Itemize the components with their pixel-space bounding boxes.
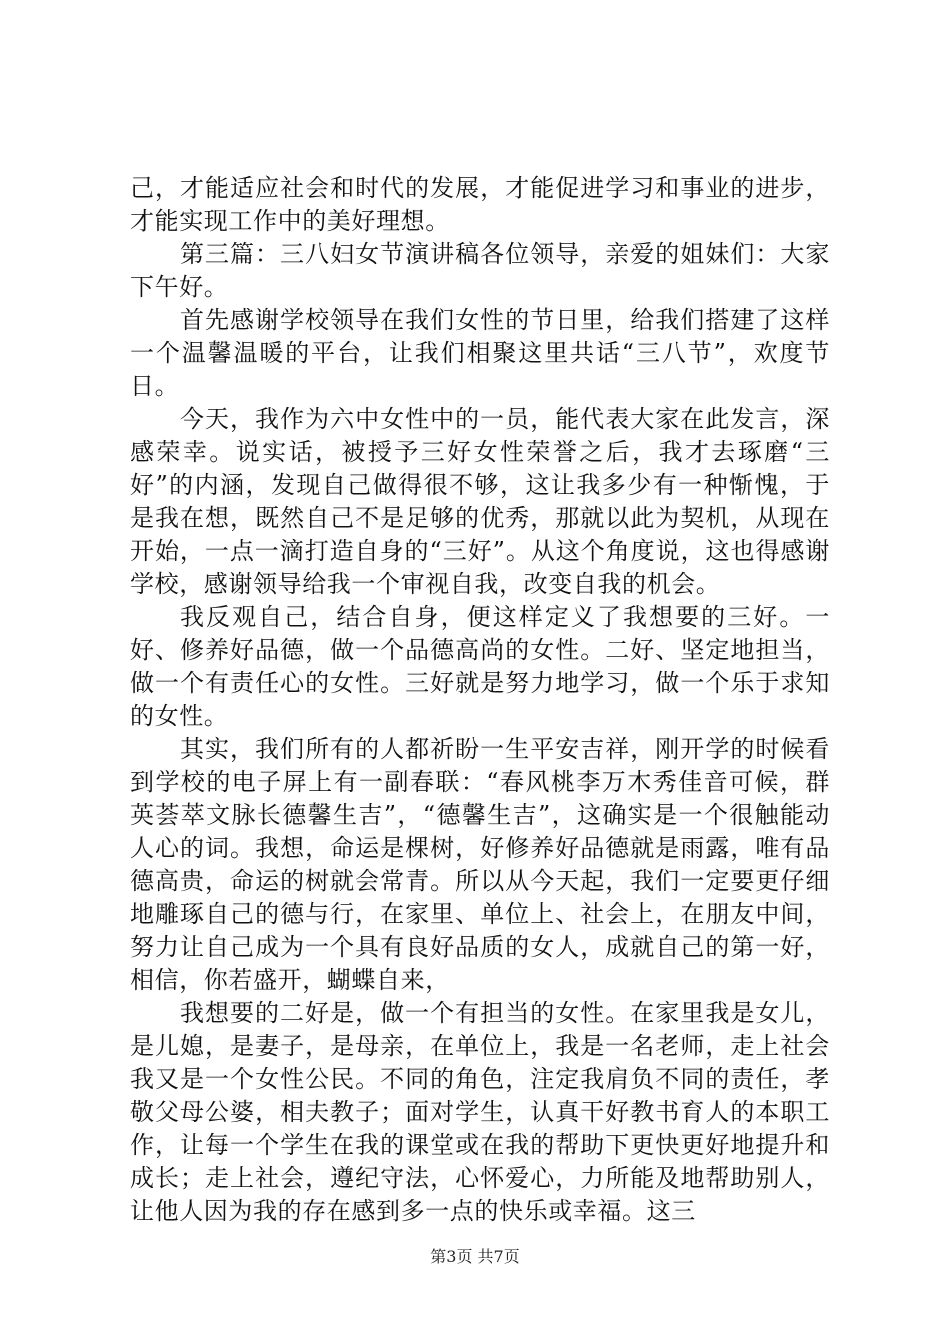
paragraph-6: 其实，我们所有的人都祈盼一生平安吉祥，刚开学的时候看到学校的电子屏上有一副春联：“春风桃李万木秀佳音可候，群英荟萃文脉长德馨生吉”，“德馨生吉”，这确实是一个很触能动人心的词。我想，命运是棵树，好修养好品德就是雨露，唯有品德高贵，命运的树就会常青。所以从今天起，我们一定要更仔细地雕琢自己的德与行，在家里、单位上、社会上，在朋友中间，努力让自己成为一个具有良好品质的女人，成就自己的第一好，相信，你若盛开，蝴蝶自来， — [130, 735, 830, 994]
page-footer: 第3页 共7页 — [430, 1247, 520, 1266]
paragraph-2: 第三篇：三八妇女节演讲稿各位领导，亲爱的姐妹们：大家下午好。 — [130, 240, 830, 301]
paragraph-1: 己，才能适应社会和时代的发展，才能促进学习和事业的进步，才能实现工作中的美好理想。 — [130, 174, 830, 235]
paragraph-4: 今天，我作为六中女性中的一员，能代表大家在此发言，深感荣幸。说实话，被授予三好女性荣誉之后，我才去琢磨“三好”的内涵，发现自己做得很不够，这让我多少有一种惭愧，于是我在想，既然自己不是足够的优秀，那就以此为契机，从现在开始，一点一滴打造自身的“三好”。从这个角度说，这也得感谢学校，感谢领导给我一个审视自我，改变自我的机会。 — [130, 405, 830, 598]
document-body — [130, 172, 830, 1228]
paragraph-3: 首先感谢学校领导在我们女性的节日里，给我们搭建了这样一个温馨温暖的平台，让我们相聚这里共话“三八节”，欢度节日。 — [130, 306, 830, 400]
paragraph-7: 我想要的二好是，做一个有担当的女性。在家里我是女儿，是儿媳，是妻子，是母亲，在单位上，我是一名老师，走上社会我又是一个女性公民。不同的角色，注定我肩负不同的责任，孝敬父母公婆，相夫教子；面对学生，认真干好教书育人的本职工作，让每一个学生在我的课堂或在我的帮助下更快更好地提升和成长；走上社会，遵纪守法，心怀爱心，力所能及地帮助别人，让他人因为我的存在感到多一点的快乐或幸福。这三 — [130, 999, 830, 1225]
paragraph-5: 我反观自己，结合自身，便这样定义了我想要的三好。一好、修养好品德，做一个品德高尚的女性。二好、坚定地担当，做一个有责任心的女性。三好就是努力地学习，做一个乐于求知的女性。 — [130, 603, 830, 730]
